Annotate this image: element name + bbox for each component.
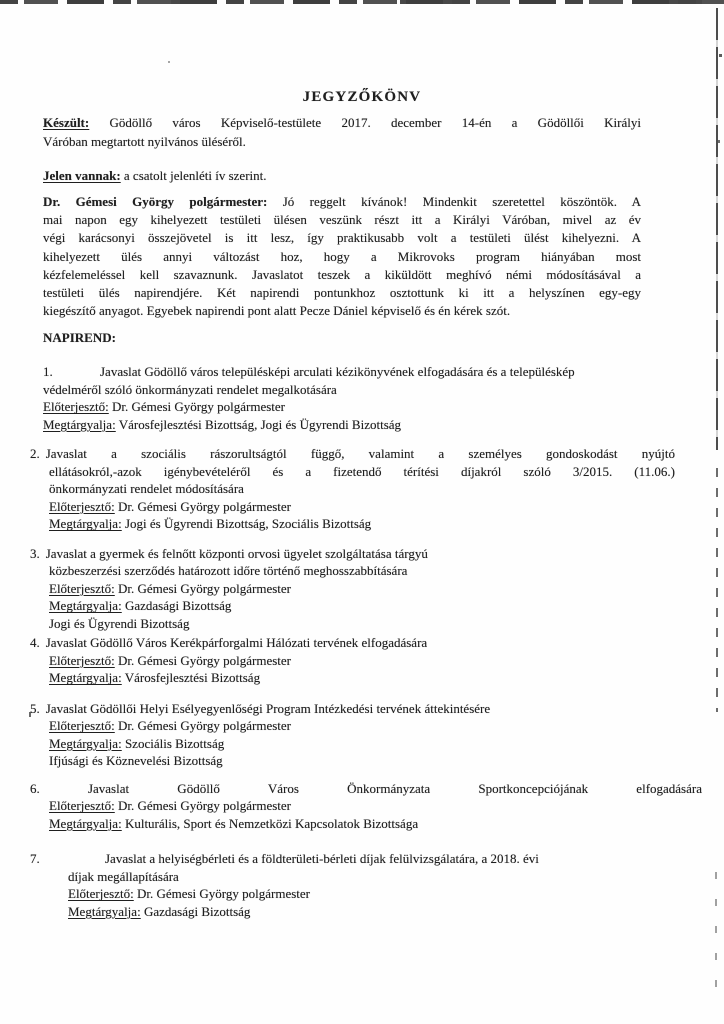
agenda-item-title-cont: önkormányzati rendelet módosítására: [49, 481, 244, 497]
agenda-item-title: 4. Javaslat Gödöllő Város Kerékpárforgalmi Hálózati tervének elfogadására: [30, 635, 428, 651]
agenda-item-title: 1. Javaslat Gödöllő város településképi arculati kézikönyvének elfogadására és a településkép: [43, 364, 575, 380]
eloterjeszto-line: Előterjesztő: Dr. Gémesi György polgármester: [43, 399, 286, 415]
agenda-item-number: 3.: [30, 545, 40, 561]
megtargyalja-label: Megtárgyalja:: [49, 735, 122, 751]
agenda-item-4: [30, 634, 675, 687]
speaker-text-4: kézfelemeléssel kell szavaznunk. Javaslatot teszek a kiküldött meghívó némi módosításával a: [43, 266, 641, 282]
megtargyalja-line: Megtárgyalja: Városfejlesztési Bizottság, Jogi és Ügyrendi Bizottság: [43, 416, 402, 432]
agenda-item-7: [30, 850, 670, 920]
speaker-text-6: kiegészítő anyagot. Egyebek napirendi pont alatt Pecze Dániel képviselő és én kérek szót.: [43, 303, 511, 319]
megtargyalja-line: Megtárgyalja: Szociális Bizottság: [49, 735, 225, 751]
speaker-text-5: testületi ülés napirendjére. Két napirendi pontunkhoz osztottunk ki itt a helyszínen egy-egy: [43, 285, 641, 301]
eloterjeszto-label: Előterjesztő:: [49, 498, 115, 514]
megtargyalja-label: Megtárgyalja:: [49, 516, 122, 532]
eloterjeszto-label: Előterjesztő:: [49, 580, 115, 596]
agenda-item-title-cont: ellátásokról,-azok igénybevételéről és a fizetendő térítési díjakról szóló 3/2015. (11.06.): [49, 463, 675, 479]
speaker-line: [43, 193, 641, 211]
eloterjeszto-line: Előterjesztő: Dr. Gémesi György polgármester: [49, 652, 292, 668]
document-title: JEGYZŐKÖNV: [302, 89, 422, 105]
eloterjeszto-line: Előterjesztő: Dr. Gémesi György polgármester: [49, 718, 292, 734]
agenda-items-list: [0, 363, 724, 920]
agenda-item-number: 4.: [30, 635, 40, 651]
eloterjeszto-label: Előterjesztő:: [49, 718, 115, 734]
eloterjeszto-label: Előterjesztő:: [49, 798, 115, 814]
megtargyalja-extra-line: Jogi és Ügyrendi Bizottság: [49, 615, 190, 631]
agenda-item-title: 7. Javaslat a helyiségbérleti és a földterületi-bérleti díjak felülvizsgálatára, a 2018. évi: [30, 851, 539, 867]
agenda-item-title-cont: közbeszerzési szerződés határozott időre történő meghosszabbítására: [49, 563, 408, 579]
megtargyalja-extra-line: Ifjúsági és Köznevelési Bizottság: [49, 753, 223, 769]
agenda-item-number: 6.: [30, 780, 40, 796]
speaker-text-3: kihelyezett ülés annyi változást hoz, hogy a Mikrovoks program hiányában most: [43, 248, 641, 264]
keszult-paragraph: [43, 113, 641, 151]
speaker-paragraph: [43, 193, 641, 320]
agenda-item-number: 1.: [43, 364, 53, 380]
keszult-line: [43, 113, 641, 132]
eloterjeszto-line: Előterjesztő: Dr. Gémesi György polgármester: [68, 886, 311, 902]
eloterjeszto-label: Előterjesztő:: [68, 886, 134, 902]
eloterjeszto-line: Előterjesztő: Dr. Gémesi György polgármester: [49, 798, 292, 814]
jelen-vannak-line: [43, 166, 641, 185]
agenda-item-1: [43, 363, 643, 433]
eloterjeszto-line: Előterjesztő: Dr. Gémesi György polgármester: [49, 580, 292, 596]
agenda-item-title-cont: díjak megállapítására: [68, 868, 179, 884]
speaker-name-label: Dr. Gémesi György polgármester:: [43, 194, 268, 209]
agenda-item-number: 2.: [30, 446, 40, 462]
megtargyalja-line: Megtárgyalja: Jogi és Ügyrendi Bizottság, Szociális Bizottság: [49, 516, 372, 532]
napirend-heading: NAPIREND:: [43, 330, 116, 346]
megtargyalja-label: Megtárgyalja:: [43, 416, 116, 432]
speaker-text-1: mai napon egy kihelyezett testületi ülésen veszünk részt itt a Királyi Váróban, mivel az év: [43, 212, 641, 228]
agenda-item-title: 2. Javaslat a szociális rászorultságtól függő, valamint a személyes gondoskodást nyújtó: [30, 446, 675, 462]
agenda-item-2: [30, 445, 675, 533]
agenda-item-3: [30, 545, 675, 633]
keszult-label: Készült:: [43, 115, 90, 130]
megtargyalja-label: Megtárgyalja:: [68, 903, 141, 919]
speaker-text-0: Jó reggelt kívánok! Mindenkit szeretettel köszöntök. A: [282, 194, 641, 209]
keszult-text-1: Gödöllő város Képviselő-testülete 2017. december 14-én a Gödöllői Királyi: [109, 115, 641, 130]
megtargyalja-label: Megtárgyalja:: [49, 815, 122, 831]
keszult-text-2: Váróban megtartott nyilvános üléséről.: [43, 134, 246, 149]
agenda-item-number: 5.: [30, 700, 40, 716]
agenda-item-title: 3. Javaslat a gyermek és felnőtt központi orvosi ügyelet szolgáltatása tárgyú: [30, 545, 428, 561]
megtargyalja-line: Megtárgyalja: Városfejlesztési Bizottság: [49, 670, 261, 686]
agenda-item-5: [30, 700, 675, 770]
eloterjeszto-label: Előterjesztő:: [49, 652, 115, 668]
agenda-item-number: 7.: [30, 851, 40, 867]
megtargyalja-label: Megtárgyalja:: [49, 670, 122, 686]
speaker-text-2: végi karácsonyi összejövetel is itt lesz, így praktikusabb volt a testületi ülést kihelyezni. A: [43, 230, 641, 246]
agenda-item-title: 5. Javaslat Gödöllői Helyi Esélyegyenlőségi Program Intézkedési tervének áttekintésére: [30, 700, 491, 716]
jelen-vannak-label: Jelen vannak:: [43, 168, 121, 183]
megtargyalja-line: Megtárgyalja: Gazdasági Bizottság: [49, 598, 232, 614]
eloterjeszto-line: Előterjesztő: Dr. Gémesi György polgármester: [49, 498, 292, 514]
megtargyalja-label: Megtárgyalja:: [49, 598, 122, 614]
agenda-item-6: [30, 780, 702, 833]
megtargyalja-line: Megtárgyalja: Gazdasági Bizottság: [68, 903, 251, 919]
agenda-item-title-cont: védelméről szóló önkormányzati rendelet megalkotására: [43, 381, 337, 397]
eloterjeszto-label: Előterjesztő:: [43, 399, 109, 415]
agenda-item-title: 6. Javaslat Gödöllő Város Önkormányzata Sportkoncepciójának elfogadására: [30, 780, 702, 796]
jelen-vannak-text: a csatolt jelenléti ív szerint.: [123, 168, 267, 183]
megtargyalja-line: Megtárgyalja: Kulturális, Sport és Nemzetközi Kapcsolatok Bizottsága: [49, 815, 419, 831]
